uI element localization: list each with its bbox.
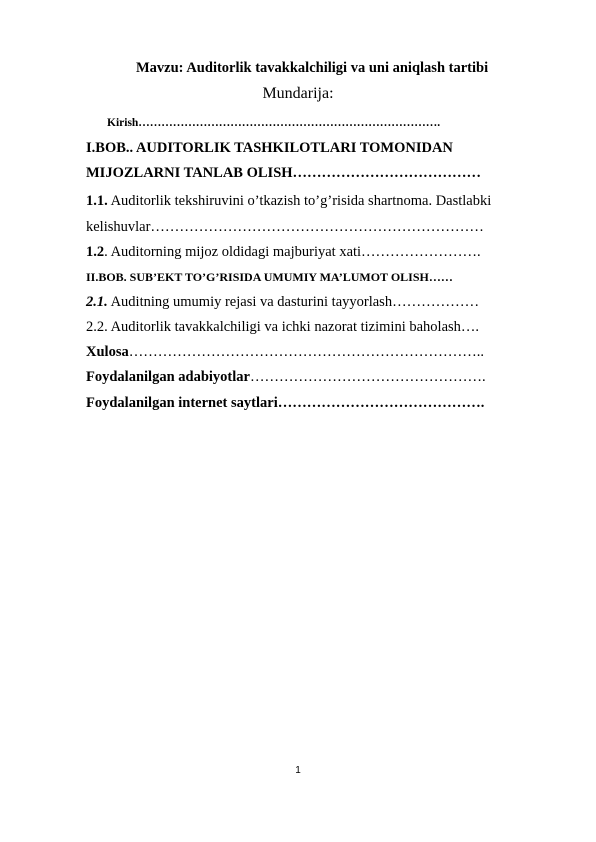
toc-entry-chapter1-line2: MIJOZLARNI TANLAB OLISH………………………………… <box>86 165 482 181</box>
toc-entry-2-2: 2.2. Auditorlik tavakkalchiligi va ichki nazorat tizimini baholash…. <box>86 319 480 335</box>
toc-entry-xulosa <box>86 344 484 361</box>
toc-entry-1-1-number: 1.1. <box>86 193 108 209</box>
page-number: 1 <box>295 765 301 776</box>
toc-entry-1-2-number: 1.2 <box>86 244 105 260</box>
toc-entry-1-2 <box>86 244 481 261</box>
toc-entry-references <box>86 369 486 386</box>
toc-entry-1-1 <box>86 193 491 210</box>
toc-entry-internet-sites: Foydalanilgan internet saytlari……………………………………. <box>86 395 485 411</box>
toc-entry-xulosa-label: Xulosa <box>86 344 129 360</box>
toc-entry-1-1-continuation: kelishuvlar…………………………………………………………… <box>86 219 484 235</box>
toc-entry-chapter2: II.BOB. SUB’EKT TO’G’RISIDA UMUMIY MA’LUMOT OLISH…… <box>86 270 453 284</box>
toc-entry-2-1 <box>86 294 479 311</box>
toc-entry-kirish: Kirish……………………………………………………………………. <box>107 117 441 129</box>
toc-entry-2-1-text: Auditning umumiy rejasi va dasturini tayyorlash……………… <box>107 294 480 310</box>
document-title: Mavzu: Auditorlik tavakkalchiligi va uni aniqlash tartibi <box>136 60 489 76</box>
toc-heading: Mundarija: <box>262 85 334 102</box>
toc-entry-1-1-text: Auditorlik tekshiruvini o’tkazish to’g’risida shartnoma. Dastlabki <box>107 193 492 209</box>
toc-entry-references-label: Foydalanilgan adabiyotlar <box>86 369 250 385</box>
toc-entry-2-1-number: 2.1. <box>86 294 108 310</box>
toc-entry-1-2-text: . Auditorning mijoz oldidagi majburiyat xati……………………. <box>104 244 481 260</box>
toc-entry-references-dots: …………………………………………. <box>249 369 486 385</box>
toc-entry-chapter1-line1: I.BOB.. AUDITORLIK TASHKILOTLARI TOMONIDAN <box>86 140 453 156</box>
toc-entry-xulosa-dots: ……………………………………………………………….. <box>128 344 484 360</box>
